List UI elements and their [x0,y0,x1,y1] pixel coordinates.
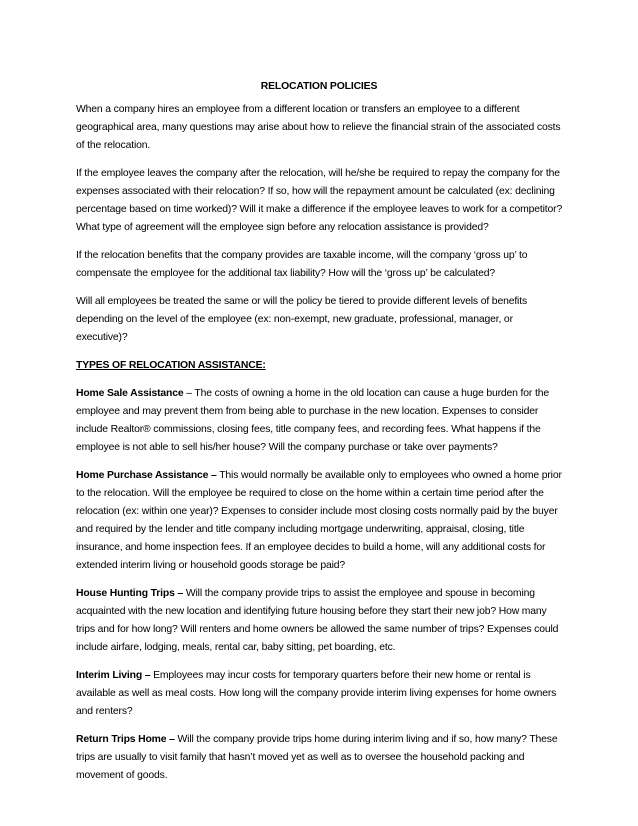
section-heading: TYPES OF RELOCATION ASSISTANCE: [76,360,266,371]
intro-paragraph: When a company hires an employee from a different location or transfers an employee to a different geographical area, many questions may arise about how to relieve the financial strain of the associated costs of the relocation. [76,104,561,151]
section-text: Will the company provide trips to assist the employee and spouse in becoming acquainted with the new location and identifying future housing before they start their new job? How many trips and for how long? Will renters and home owners be allowed the same number of trips? Expenses could include airfare, lodging, meals, rental car, baby sitting, pet boarding, etc. [76,588,559,653]
section-house-hunting [76,585,566,657]
section-text: – The costs of owning a home in the old location can cause a huge burden for the employee and may prevent them from being able to purchase in the new location. Expenses to consider include Realtor® commissions, closing fees, title company fees, and recording fees. What happens if the employee is not able to sell his/her house? Will the company purchase or take over payments? [76,388,549,453]
intro-paragraph: If the relocation benefits that the company provides are taxable income, will the company ‘gross up’ to compensate the employee for the additional tax liability? How will the ‘gross up’ be calculated? [76,250,528,279]
section-interim-living [76,667,566,721]
section-home-sale [76,385,566,457]
section-term: Return Trips Home – [76,734,175,745]
intro-paragraph: If the employee leaves the company after the relocation, will he/she be required to repay the company for the expenses associated with their relocation? If so, how will the repayment amount be calculated (ex: declining percentage based on time worked)? Will it make a difference if the employee leaves to work for a competitor? What type of agreement will the employee sign before any relocation assistance is provided? [76,168,563,233]
section-term: Home Sale Assistance [76,388,184,399]
intro-paragraph: Will all employees be treated the same or will the policy be tiered to provide different levels of benefits depending on the level of the employee (ex: non-exempt, new graduate, professional, manager, or executive)? [76,296,528,343]
section-return-trips [76,731,566,785]
section-term: Home Purchase Assistance – [76,470,217,481]
section-home-purchase [76,467,566,575]
section-text: Will the company provide trips home during interim living and if so, how many? These trips are usually to visit family that hasn’t moved yet as well as to oversee the household packing and movement of goods. [76,734,558,781]
section-term: Interim Living – [76,670,151,681]
document-page [76,78,566,795]
section-text: This would normally be available only to employees who owned a home prior to the relocation. Will the employee be required to close on the home within a certain time period after the relocation (ex: within one year)? Expenses to consider include most closing costs normally paid by the buyer and required by the lender and title company including mortgage underwriting, appraisal, closing, title insurance, and home inspection fees. If an employee decides to build a home, will any additional costs for extended interim living or household goods storage be paid? [76,470,562,571]
section-term: House Hunting Trips – [76,588,184,599]
document-title: RELOCATION POLICIES [260,81,378,92]
section-text: Employees may incur costs for temporary quarters before their new home or rental is available as well as meal costs. How long will the company provide interim living expenses for home owners and renters? [76,670,557,717]
